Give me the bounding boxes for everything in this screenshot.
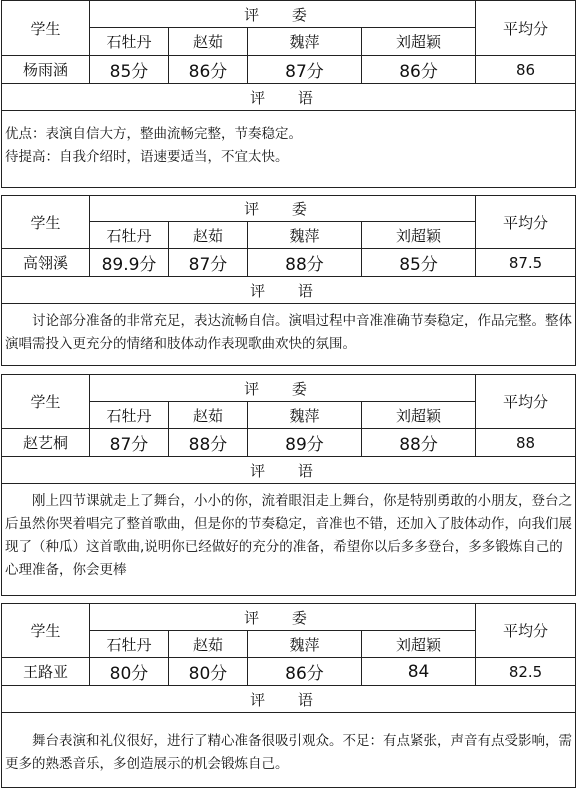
judge-name: 赵茹 [169,402,248,429]
average-score: 82.5 [476,658,576,686]
comment-line: 待提高：自我介绍时，语速要适当，不宜太快。 [5,149,289,165]
average-score: 88 [476,429,576,457]
judges-header: 评 委 [90,375,476,402]
student-name: 高翎溪 [2,249,90,277]
comments-header: 评 语 [2,84,576,111]
comment-line: 优点：表演自信大方，整曲流畅完整，节奏稳定。 [5,126,302,142]
student-header: 学生 [2,375,90,429]
comments-header: 评 语 [2,277,576,304]
student-name: 王路亚 [2,658,90,686]
score-cell: 87分 [248,56,362,84]
score-cell: 87分 [90,429,169,457]
student-name: 赵艺桐 [2,429,90,457]
score-cell: 86分 [362,56,476,84]
judges-header: 评 委 [90,604,476,631]
judge-name: 石牡丹 [90,402,169,429]
comment-text: 刚上四节课就走上了舞台，小小的你，流着眼泪走上舞台，你是特别勇敢的小朋友，登台之后虽然你哭着唱完了整首歌曲，但是你的节奏稳定，音准也不错，还加入了肢体动作，向我们展现了（种瓜）这首歌曲,说明你已经做好的充分的准备，希望你以后多多登台，多多锻炼自己的心理准备，你会更棒 [5,493,572,578]
student-header: 学生 [2,1,90,56]
score-cell: 86分 [169,56,248,84]
comment-text: 讨论部分准备的非常充足，表达流畅自信。演唱过程中音准准确节奏稳定，作品完整。整体演唱需投入更充分的情绪和肢体动作表现歌曲欢快的氛围。 [5,313,572,352]
score-cell: 88分 [169,429,248,457]
score-cell: 80分 [169,658,248,686]
judge-name: 刘超颖 [362,631,476,658]
average-score: 87.5 [476,249,576,277]
judge-name: 赵茹 [169,631,248,658]
score-cell: 85分 [362,249,476,277]
judge-name: 石牡丹 [90,28,169,56]
judge-name: 石牡丹 [90,631,169,658]
score-table-3 [1,374,576,596]
comment-cell [2,304,576,366]
judge-name: 赵茹 [169,222,248,249]
average-header: 平均分 [476,1,576,56]
judge-name: 魏萍 [248,222,362,249]
judge-name: 魏萍 [248,631,362,658]
score-cell: 87分 [169,249,248,277]
student-name: 杨雨涵 [2,56,90,84]
average-header: 平均分 [476,196,576,249]
judges-header: 评 委 [90,196,476,222]
judge-name: 刘超颖 [362,222,476,249]
comments-header: 评 语 [2,457,576,484]
judge-name: 石牡丹 [90,222,169,249]
score-cell: 89分 [248,429,362,457]
comment-text: 舞台表演和礼仪很好，进行了精心准备很吸引观众。不足：有点紧张，声音有点受影响，需更多的熟悉音乐，多创造展示的机会锻炼自己。 [5,733,572,772]
judges-header: 评 委 [90,1,476,28]
score-cell: 85分 [90,56,169,84]
average-header: 平均分 [476,375,576,429]
comment-cell [2,713,576,788]
judge-name: 魏萍 [248,402,362,429]
score-cell: 84 [362,658,476,686]
comment-cell [2,111,576,188]
student-header: 学生 [2,196,90,249]
judge-name: 赵茹 [169,28,248,56]
comments-header: 评 语 [2,686,576,713]
score-table-2 [1,195,576,366]
score-cell: 88分 [248,249,362,277]
score-cell: 88分 [362,429,476,457]
judge-name: 刘超颖 [362,28,476,56]
judge-name: 魏萍 [248,28,362,56]
student-header: 学生 [2,604,90,658]
score-cell: 86分 [248,658,362,686]
average-header: 平均分 [476,604,576,658]
score-cell: 89.9分 [90,249,169,277]
score-cell: 80分 [90,658,169,686]
score-table-4 [1,603,576,788]
comment-cell [2,484,576,596]
average-score: 86 [476,56,576,84]
judge-name: 刘超颖 [362,402,476,429]
score-table-1 [1,0,576,188]
